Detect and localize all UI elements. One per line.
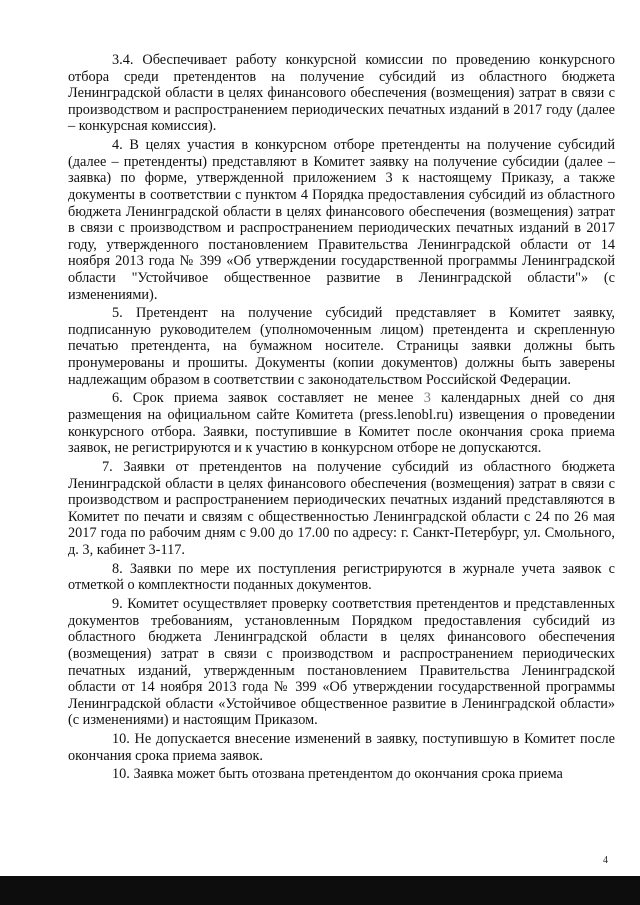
paragraph-5: 5. Претендент на получение субсидий представляет в Комитет заявку, подписанную руководителем (уполномоченным лицом) претендента и скрепленную печатью претендента, на бумажном носителе. Страницы заявки должны быть пронумерованы и прошиты. Документы (копии документов) должны быть заверены надлежащим образом в соответствии с законодательством Российской Федерации. xyxy=(68,305,615,388)
paragraph-10-second: 10. Заявка может быть отозвана претендентом до окончания срока приема xyxy=(112,766,563,783)
days-count: 3 xyxy=(423,390,431,407)
paragraph-6: 6. Срок приема заявок составляет не менее 3 календарных дней со дня размещения на официальном сайте Комитета (press.lenobl.ru) извещения о проведении конкурсного отбора. Заявки, поступившие в Комитет после окончания срока приема заявок, не регистрируются и к участию в конкурсном отборе не допускаются. xyxy=(68,390,615,457)
paragraph-10: 10. Не допускается внесение изменений в заявку, поступившую в Комитет после окончания срока приема заявок. xyxy=(68,731,615,764)
paragraph-3-4: 3.4. Обеспечивает работу конкурсной комиссии по проведению конкурсного отбора среди претендентов на получение субсидий из областного бюджета Ленинградской области в целях финансового обеспечения (возмещения) затрат в связи с производством и распространением периодических печатных изданий в 2017 году (далее – конкурсная комиссия). xyxy=(68,52,615,135)
paragraph-9: 9. Комитет осуществляет проверку соответствия претендентов и представленных документов требованиям, установленным Порядком предоставления субсидий из областного бюджета Ленинградской области в целях финансового обеспечения (возмещения) затрат в связи с производством и распространением периодических печатных изданий, утвержденным постановлением Правительства Ленинградской области от 14 ноября 2013 года № 399 «Об утверждении государственной программы Ленинградской области «Устойчивое общественное развитие в Ленинградской области» (с изменениями) и настоящим Приказом. xyxy=(68,596,615,729)
paragraph-7: 7. Заявки от претендентов на получение субсидий из областного бюджета Ленинградской области в целях финансового обеспечения (возмещения) затрат в связи с производством и распространением периодических печатных изданий представляются в Комитет по печати и связям с общественностью Ленинградской области с 24 по 26 мая 2017 года по рабочим дням с 9.00 до 17.00 по адресу: г. Санкт-Петербург, ул. Смольного, д. 3, кабинет 3-117. xyxy=(68,459,615,558)
paragraph-8: 8. Заявки по мере их поступления регистрируются в журнале учета заявок с отметкой о комплектности поданных документов. xyxy=(68,560,615,594)
page-number: 4 xyxy=(603,855,608,866)
paragraph-4: 4. В целях участия в конкурсном отборе претенденты на получение субсидий (далее – претенденты) представляют в Комитет заявку на получение субсидии (далее – заявка) по форме, утвержденной приложением 3 к настоящему Приказу, а также документы в соответствии с пунктом 4 Порядка предоставления субсидий из областного бюджета Ленинградской области в целях финансового обеспечения (возмещения) затрат в связи с производством и распространением периодических печатных изданий в 2017 году, утвержденного постановлением Правительства Ленинградской области от 14 ноября 2013 года № 399 «Об утверждении государственной программы Ленинградской области "Устойчивое общественное развитие в Ленинградской области"» (с изменениями). xyxy=(68,137,615,303)
scan-edge-band xyxy=(0,876,640,905)
document-body xyxy=(68,52,615,785)
